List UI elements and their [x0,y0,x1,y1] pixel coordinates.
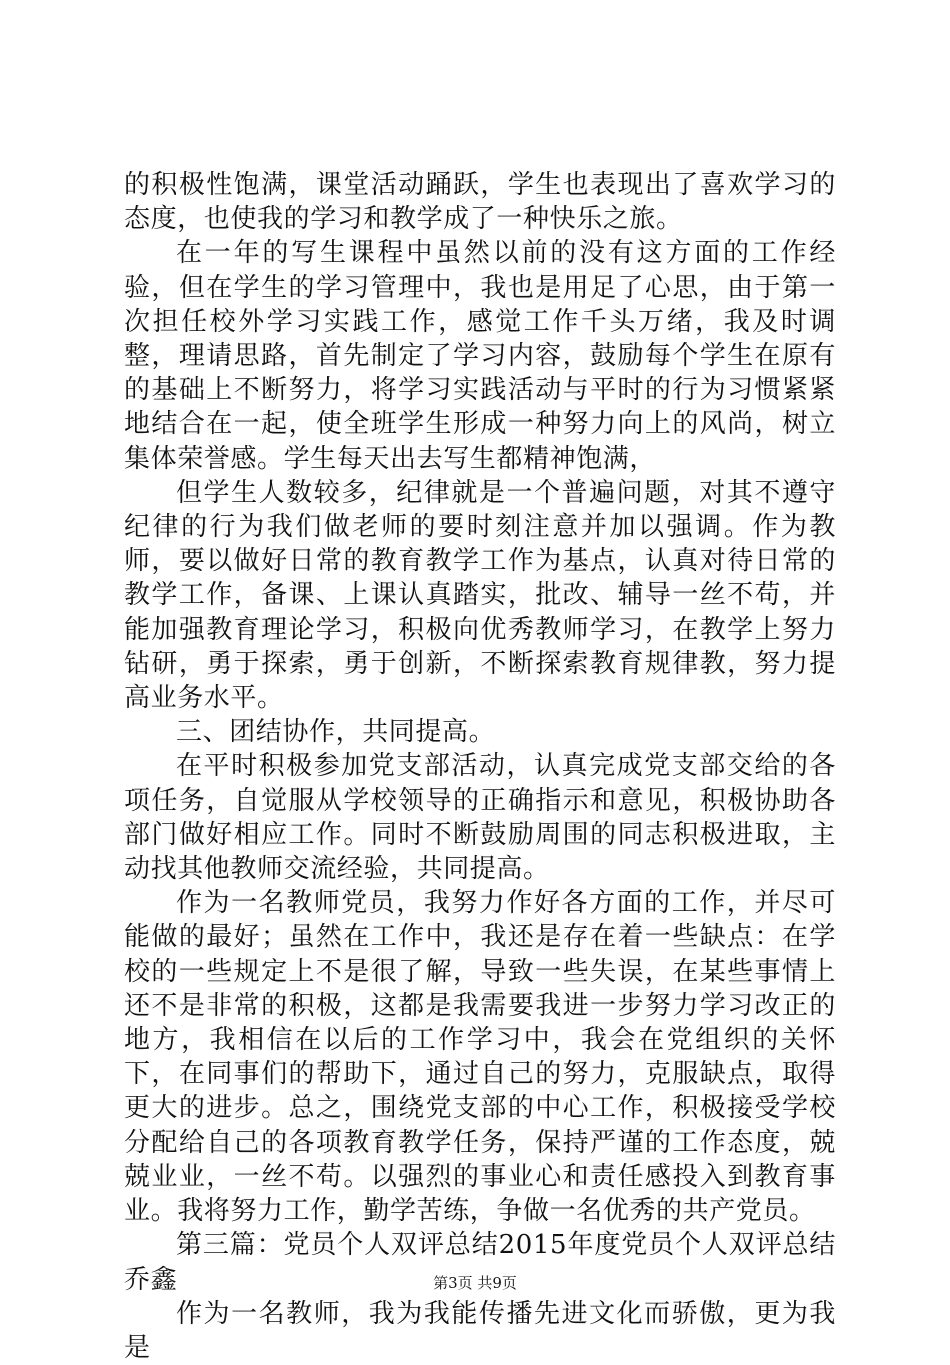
paragraph: 的积极性饱满，课堂活动踊跃，学生也表现出了喜欢学习的态度，也使我的学习和教学成了一种快乐之旅。 [124,170,836,235]
paragraph: 作为一名教师，我为我能传播先进文化而骄傲，更为我是 [124,1298,836,1363]
paragraph: 在一年的写生课程中虽然以前的没有这方面的工作经验，但在学生的学习管理中，我也是用足了心思，由于第一次担任校外学习实践工作，感觉工作千头万绪，我及时调整，理请思路，首先制定了学习内容，鼓励每个学生在原有的基础上不断努力，将学习实践活动与平时的行为习惯紧紧地结合在一起，使全班学生形成一种努力向上的风尚，树立集体荣誉感。学生每天出去写生都精神饱满， [124,238,836,474]
section-heading: 三、团结协作，共同提高。 [176,717,496,748]
paragraph: 作为一名教师党员，我努力作好各方面的工作，并尽可能做的最好；虽然在工作中，我还是存在着一些缺点：在学校的一些规定上不是很了解，导致一些失误，在某些事情上还不是非常的积极，这都是我需要我进一步努力学习改正的地方，我相信在以后的工作学习中，我会在党组织的关怀下，在同事们的帮助下，通过自己的努力，克服缺点，取得更大的进步。总之，围绕党支部的中心工作，积极接受学校分配给自己的各项教育教学任务，保持严谨的工作态度，兢兢业业，一丝不苟。以强烈的事业心和责任感投入到教育事业。我将努力工作，勤学苦练，争做一名优秀的共产党员。 [124,888,836,1227]
paragraph: 在平时积极参加党支部活动，认真完成党支部交给的各项任务，自觉服从学校领导的正确指示和意见，积极协助各部门做好相应工作。同时不断鼓励周围的同志积极进取，主动找其他教师交流经验，共同提高。 [124,751,836,885]
body-text [124,168,836,1365]
chapter-title: 第三篇：党员个人双评总结2015年度党员个人双评总结乔鑫 [124,1230,836,1295]
paragraph: 但学生人数较多，纪律就是一个普遍问题，对其不遵守纪律的行为我们做老师的要时刻注意并加以强调。作为教师，要以做好日常的教育教学工作为基点，认真对待日常的教学工作，备课、上课认真踏实，批改、辅导一丝不苟，并能加强教育理论学习，积极向优秀教师学习，在教学上努力钻研，勇于探索，勇于创新，不断探索教育规律教，努力提高业务水平。 [124,477,836,714]
page-number-footer: 第3页 共9页 [433,1274,517,1292]
